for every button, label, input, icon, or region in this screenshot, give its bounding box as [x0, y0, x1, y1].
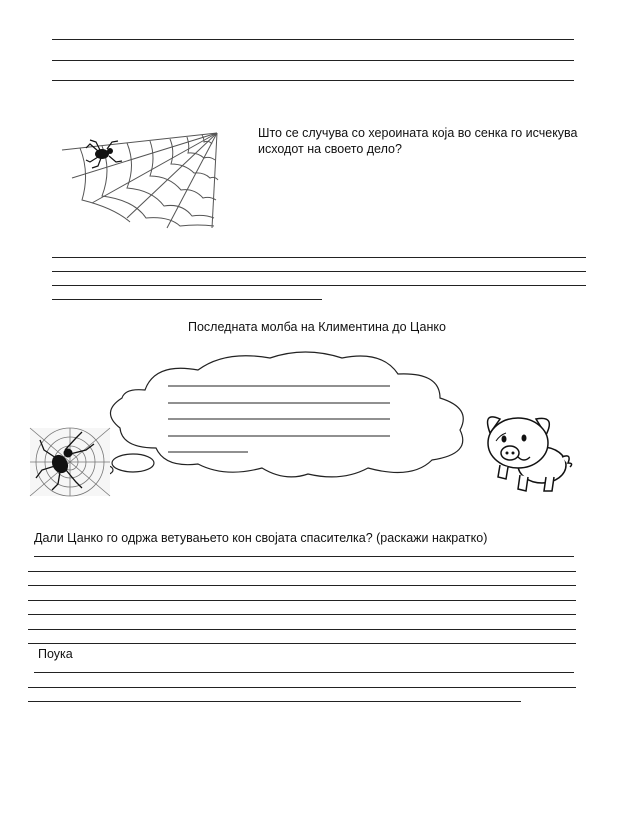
answer-line — [28, 629, 576, 630]
answer-line — [52, 285, 586, 286]
answer-line — [34, 672, 574, 673]
spider-web-icon — [52, 118, 222, 233]
question-2: Дали Цанко го одржа ветувањето кон својата спасителка? (раскажи накратко) — [34, 531, 488, 545]
answer-line — [52, 271, 586, 272]
answer-line — [34, 556, 574, 557]
thought-cloud — [80, 350, 480, 490]
spider-web-icon — [30, 428, 110, 496]
pig-icon — [482, 405, 578, 497]
answer-line — [28, 614, 576, 615]
answer-line — [52, 80, 574, 81]
answer-line — [28, 687, 576, 688]
answer-line — [52, 60, 574, 61]
answer-line — [28, 600, 576, 601]
section-title: Последната молба на Климентина до Цанко — [188, 320, 446, 334]
answer-line — [52, 299, 322, 300]
answer-line — [28, 643, 576, 644]
answer-line — [28, 701, 521, 702]
question-1-line-2: исходот на своето дело? — [258, 142, 402, 156]
question-1-line-1: Што се случува со хероината која во сенка го исчекува — [258, 126, 578, 140]
moral-label: Поука — [38, 647, 73, 661]
answer-line — [52, 257, 586, 258]
answer-line — [28, 585, 576, 586]
answer-line — [28, 571, 576, 572]
answer-line — [52, 39, 574, 40]
